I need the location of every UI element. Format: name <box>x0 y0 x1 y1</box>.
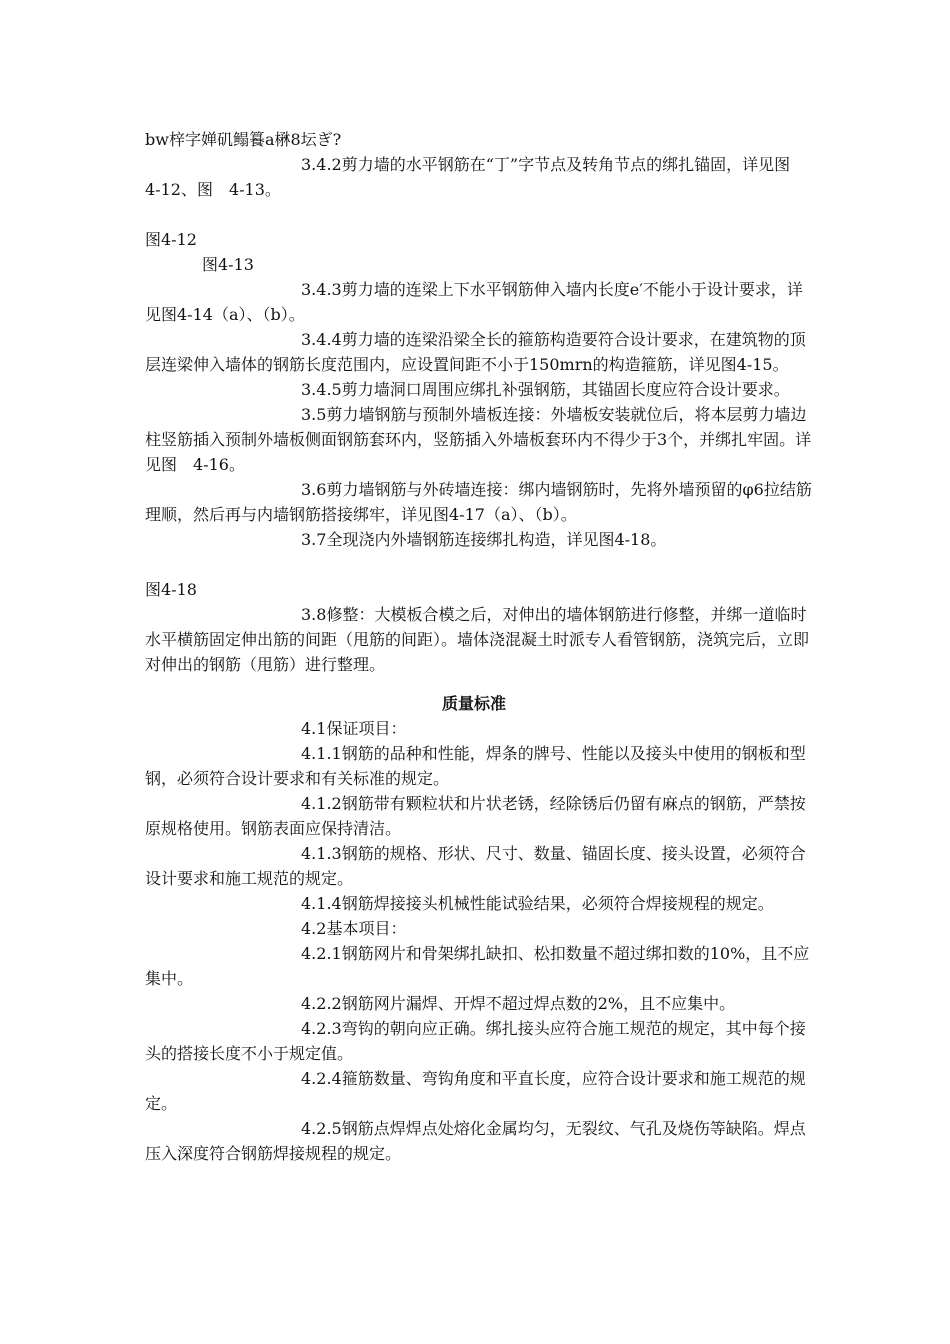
clause-paragraph <box>145 791 815 841</box>
clause-paragraph <box>145 941 815 991</box>
clause-number: 4.1.4 <box>301 894 342 913</box>
clause-paragraph <box>145 891 815 916</box>
clause-paragraph <box>145 377 815 402</box>
clause-text: 剪力墙钢筋与预制外墙板连接：外墙板安装就位后，将本层剪力墙边柱竖筋插入预制外墙板侧面钢筋套环内，竖筋插入外墙板套环内不得少于3个，并绑扎牢固。详见图 4-16。 <box>145 405 812 474</box>
section-3-4-2 <box>145 152 815 202</box>
clause-paragraph <box>145 277 815 327</box>
clause-text: 钢筋的品种和性能，焊条的牌号、性能以及接头中使用的钢板和型钢，必须符合设计要求和有关标准的规定。 <box>145 744 806 788</box>
clause-text: 弯钩的朝向应正确。绑扎接头应符合施工规范的规定，其中每个接头的搭接长度不小于规定值。 <box>145 1019 806 1063</box>
clause-number: 4.2.5 <box>301 1119 342 1138</box>
clause-text: 钢筋的规格、形状、尺寸、数量、锚固长度、接头设置，必须符合设计要求和施工规范的规定。 <box>145 844 806 888</box>
clause-number: 3.4.3 <box>301 280 342 299</box>
section-4-quality-items <box>145 716 815 1166</box>
clause-paragraph <box>145 152 815 202</box>
clause-text: 箍筋数量、弯钩角度和平直长度，应符合设计要求和施工规范的规定。 <box>145 1069 806 1113</box>
clause-text: 钢筋网片漏焊、开焊不超过焊点数的2%，且不应集中。 <box>341 994 736 1013</box>
clause-number: 4.2.3 <box>301 1019 342 1038</box>
clause-text: 保证项目： <box>326 719 407 738</box>
clause-paragraph <box>145 1016 815 1066</box>
section-heading-quality-standard: 质量标准 <box>441 694 506 713</box>
clause-text: 修整：大模板合模之后，对伸出的墙体钢筋进行修整，并绑一道临时水平横筋固定伸出筋的间距（甩筋的间距）。墙体浇混凝土时派专人看管钢筋，浇筑完后，立即对伸出的钢筋（甩筋）进行整理。 <box>145 605 810 674</box>
clause-number: 4.1 <box>301 719 327 738</box>
clause-text: 剪力墙钢筋与外砖墙连接：绑内墙钢筋时，先将外墙预留的φ6拉结筋理顺，然后再与内墙钢筋搭接绑牢，详见图4-17（a）、（b）。 <box>145 480 812 524</box>
clause-paragraph <box>145 841 815 891</box>
section-3-4-3-to-3-7 <box>145 277 815 552</box>
clause-number: 3.5 <box>301 405 327 424</box>
clause-number: 3.4.2 <box>301 155 342 174</box>
clause-number: 3.4.4 <box>301 330 342 349</box>
clause-text: 剪力墙的水平钢筋在“丁”字节点及转角节点的绑扎锚固，详见图 4-12、图 4-13。 <box>145 155 807 199</box>
clause-text: 剪力墙洞口周围应绑扎补强钢筋，其锚固长度应符合设计要求。 <box>341 380 790 399</box>
figure-label-4-12: 图4-12 <box>145 230 197 249</box>
clause-paragraph <box>145 991 815 1016</box>
clause-paragraph <box>145 1066 815 1116</box>
clause-text: 剪力墙的连梁上下水平钢筋伸入墙内长度e′不能小于设计要求，详见图4-14（a）、（b）。 <box>145 280 803 324</box>
clause-text: 基本项目： <box>326 919 407 938</box>
figure-label-4-18: 图4-18 <box>145 580 197 599</box>
clause-text: 钢筋点焊焊点处熔化金属均匀，无裂纹、气孔及烧伤等缺陷。焊点压入深度符合钢筋焊接规程的规定。 <box>145 1119 806 1163</box>
clause-number: 3.7 <box>301 530 327 549</box>
clause-number: 4.2.4 <box>301 1069 342 1088</box>
clause-paragraph <box>145 602 815 677</box>
garbled-text-line: bw梓字婵矶鳎籑a楙8坛ぎ? <box>145 130 342 149</box>
clause-number: 3.6 <box>301 480 327 499</box>
section-3-8 <box>145 602 815 677</box>
clause-number: 4.1.1 <box>301 744 342 763</box>
clause-number: 4.1.3 <box>301 844 342 863</box>
clause-text: 全现浇内外墙钢筋连接绑扎构造，详见图4-18。 <box>326 530 667 549</box>
clause-text: 剪力墙的连梁沿梁全长的箍筋构造要符合设计要求，在建筑物的顶层连梁伸入墙体的钢筋长度范围内，应设置间距不小于150mrn的构造箍筋，详见图4-15。 <box>145 330 806 374</box>
clause-number: 4.2.2 <box>301 994 342 1013</box>
figure-label-4-13: 图4-13 <box>202 255 254 274</box>
blank-line <box>145 202 815 227</box>
clause-number: 3.4.5 <box>301 380 342 399</box>
clause-paragraph <box>145 741 815 791</box>
clause-paragraph <box>145 716 815 741</box>
clause-text: 钢筋网片和骨架绑扎缺扣、松扣数量不超过绑扣数的10%，且不应集中。 <box>145 944 810 988</box>
clause-number: 4.2 <box>301 919 327 938</box>
blank-line <box>145 552 815 577</box>
clause-text: 钢筋带有颗粒状和片状老锈，经除锈后仍留有麻点的钢筋，严禁按原规格使用。钢筋表面应保持清洁。 <box>145 794 806 838</box>
clause-number: 4.1.2 <box>301 794 342 813</box>
document-page <box>145 127 815 1166</box>
clause-paragraph <box>145 527 815 552</box>
clause-paragraph <box>145 477 815 527</box>
clause-number: 3.8 <box>301 605 327 624</box>
clause-paragraph <box>145 916 815 941</box>
clause-paragraph <box>145 327 815 377</box>
clause-text: 钢筋焊接接头机械性能试验结果，必须符合焊接规程的规定。 <box>341 894 774 913</box>
clause-number: 4.2.1 <box>301 944 342 963</box>
clause-paragraph <box>145 1116 815 1166</box>
clause-paragraph <box>145 402 815 477</box>
